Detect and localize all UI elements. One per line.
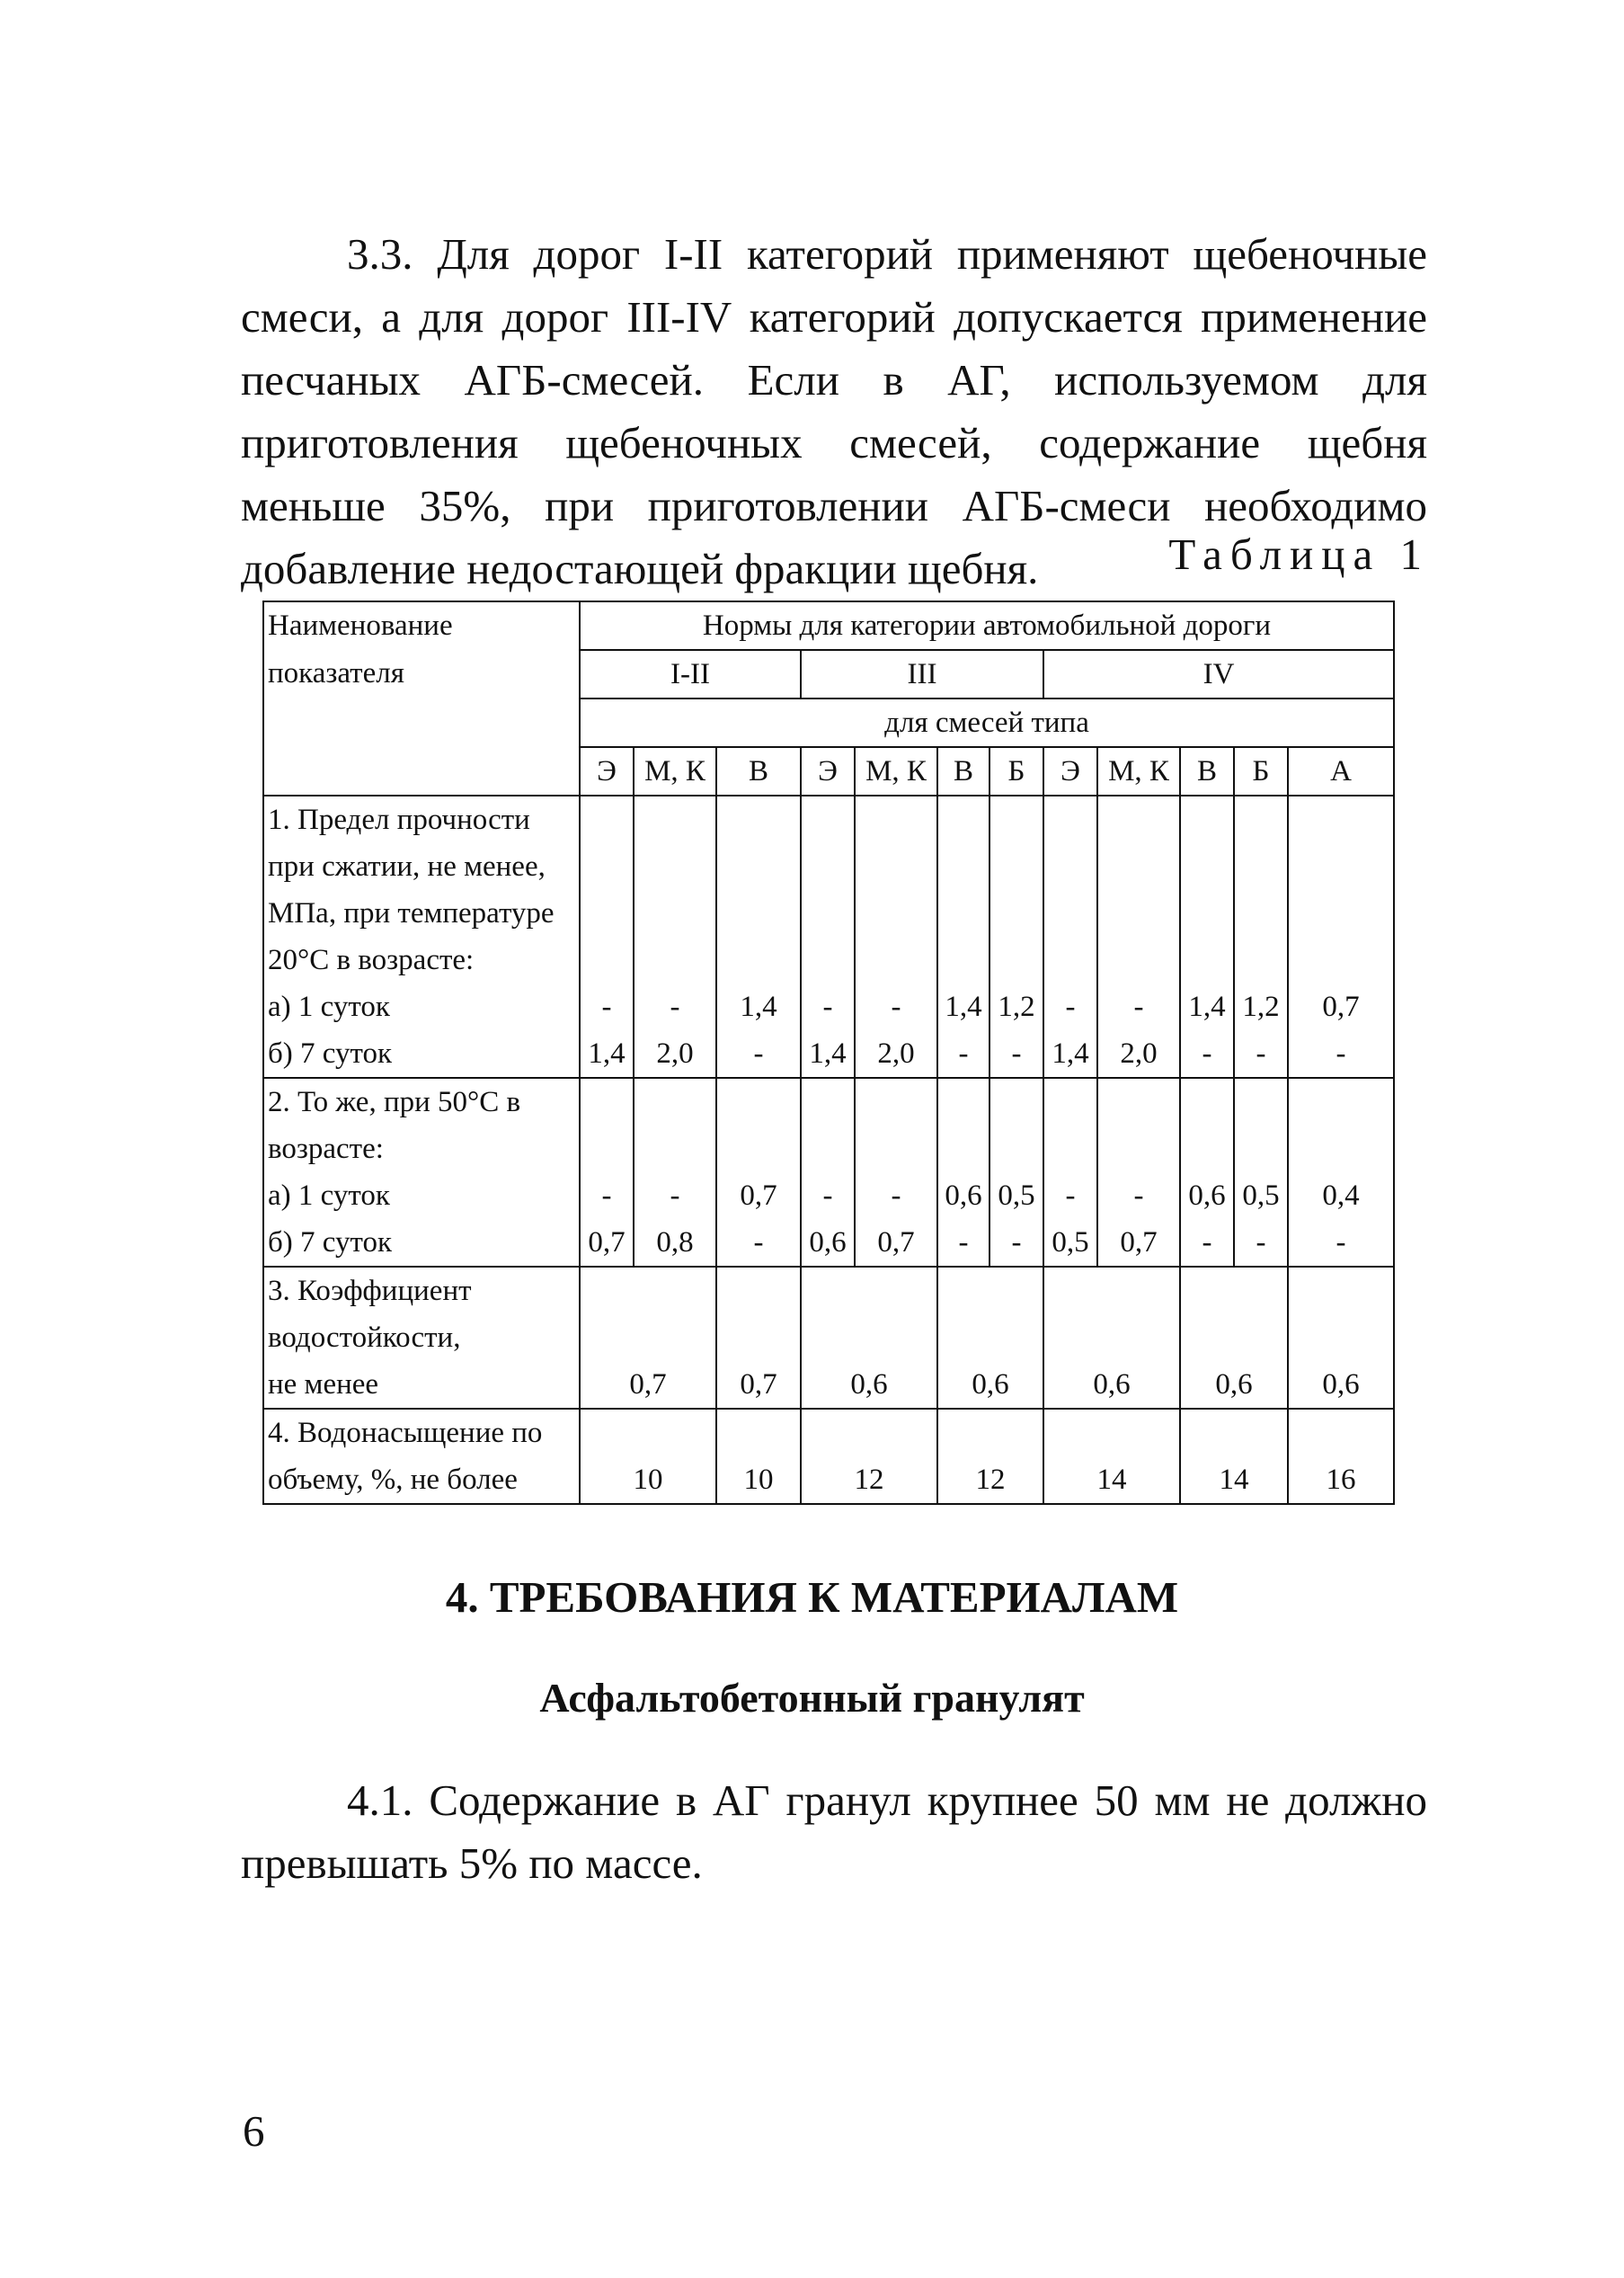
type-cell: В [937, 747, 989, 796]
value-cell: 16 [1288, 1409, 1394, 1504]
table-caption: Таблица 1 [1168, 529, 1430, 579]
value-cell: 1,2 - [1234, 796, 1288, 1078]
row1-name-line: а) 1 суток [268, 991, 390, 1023]
row3-name-line: водостойкости, [268, 1321, 461, 1354]
type-cell: А [1288, 747, 1394, 796]
value-cell: 10 [580, 1409, 716, 1504]
type-cell: Б [1234, 747, 1288, 796]
row1-name-line: 1. Предел прочности [268, 804, 530, 836]
norms-header: Нормы для категории автомобильной дороги [580, 601, 1394, 650]
value-cell: 12 [937, 1409, 1043, 1504]
row1-name-line: при сжатии, не менее, [268, 850, 546, 883]
row1-name [263, 796, 580, 1078]
value-cell: 0,6 [937, 1267, 1043, 1409]
value-cell: 0,6 [1180, 1267, 1288, 1409]
value-cell: 0,5 - [989, 1078, 1043, 1267]
type-cell: Б [989, 747, 1043, 796]
row1-name-line: б) 7 суток [268, 1037, 393, 1070]
paragraph-4-1: 4.1. Содержание в АГ гранул крупнее 50 мм не должно превышать 5% по массе. [241, 1775, 1427, 1888]
value-cell: - 0,7 [580, 1078, 634, 1267]
type-cell: В [716, 747, 801, 796]
value-cell: - 0,8 [634, 1078, 716, 1267]
table-row-strength-50 [263, 1078, 1394, 1267]
table-row-water-resistance [263, 1267, 1394, 1409]
name-header-bottom [263, 747, 580, 796]
type-cell: М, К [634, 747, 716, 796]
table-row-water-saturation [263, 1409, 1394, 1504]
row2-name-line: а) 1 суток [268, 1179, 390, 1212]
value-cell: - 1,4 [801, 796, 855, 1078]
header-row-1 [263, 601, 1394, 650]
value-cell: 10 [716, 1409, 801, 1504]
section-title: 4. ТРЕБОВАНИЯ К МАТЕРИАЛАМ [445, 1572, 1179, 1622]
value-cell: - 1,4 [580, 796, 634, 1078]
type-cell: М, К [855, 747, 937, 796]
value-cell: 0,7 [716, 1267, 801, 1409]
value-cell: - 0,7 [855, 1078, 937, 1267]
value-cell: 0,6 [1288, 1267, 1394, 1409]
name-header [263, 601, 580, 650]
row2-name-line: возрасте: [268, 1133, 384, 1165]
header-row-2 [263, 650, 1394, 699]
value-cell: 14 [1043, 1409, 1180, 1504]
value-cell: 1,4 - [937, 796, 989, 1078]
value-cell: 12 [801, 1409, 937, 1504]
name-header-cont [263, 650, 580, 699]
row2-name-line: 2. То же, при 50°C в [268, 1086, 521, 1118]
row3-name-line: не менее [268, 1368, 379, 1401]
type-cell: В [1180, 747, 1234, 796]
value-cell: 14 [1180, 1409, 1288, 1504]
norms-table [262, 601, 1395, 1505]
mix-header: для смесей типа [580, 699, 1394, 747]
name-header-empty [263, 699, 580, 747]
value-cell: - 2,0 [1097, 796, 1180, 1078]
name-header-line2: показателя [268, 657, 404, 690]
value-cell: - 2,0 [634, 796, 716, 1078]
value-cell: - 0,7 [1097, 1078, 1180, 1267]
row4-name-line: 4. Водонасыщение по [268, 1417, 543, 1449]
value-cell: 1,2 - [989, 796, 1043, 1078]
table-row-strength-20 [263, 796, 1394, 1078]
row2-name-line: б) 7 суток [268, 1226, 393, 1259]
value-cell: 0,6 - [1180, 1078, 1234, 1267]
category-2: III [801, 650, 1043, 699]
row4-name-line: объему, %, не более [268, 1464, 518, 1496]
subsection-title: Асфальтобетонный гранулят [539, 1675, 1085, 1721]
type-cell: М, К [1097, 747, 1180, 796]
row3-name-line: 3. Коэффициент [268, 1275, 472, 1307]
value-cell: 0,5 - [1234, 1078, 1288, 1267]
name-header-line1: Наименование [268, 610, 453, 642]
value-cell: 1,4 - [1180, 796, 1234, 1078]
row1-name-line: 20°C в возрасте: [268, 944, 475, 976]
category-3: IV [1043, 650, 1394, 699]
value-cell: - 0,5 [1043, 1078, 1097, 1267]
row1-name-line: МПа, при температуре [268, 897, 555, 930]
type-cell: Э [580, 747, 634, 796]
row3-name [263, 1267, 580, 1409]
header-row-3 [263, 699, 1394, 747]
paragraph-3-3: 3.3. Для дорог I-II категорий применяют щебеночные смеси, а для дорог III-IV категорий допускается применение песчаных АГБ-смесей. Если в АГ, используемом для приготовления щебеночных смесей, содержание щебня меньше 35%, при приготовлении АГБ-смеси необходимо добавление недостающей фракции щебня. [241, 229, 1427, 593]
value-cell: 0,6 [1043, 1267, 1180, 1409]
value-cell: 0,4 - [1288, 1078, 1394, 1267]
types-row [263, 747, 1394, 796]
value-cell: 0,6 [801, 1267, 937, 1409]
row4-name [263, 1409, 580, 1504]
value-cell: - 1,4 [1043, 796, 1097, 1078]
value-cell: 1,4 - [716, 796, 801, 1078]
value-cell: - 2,0 [855, 796, 937, 1078]
value-cell: - 0,6 [801, 1078, 855, 1267]
category-1: I-II [580, 650, 801, 699]
page-number: 6 [243, 2106, 265, 2156]
row2-name [263, 1078, 580, 1267]
value-cell: 0,6 - [937, 1078, 989, 1267]
type-cell: Э [801, 747, 855, 796]
value-cell: 0,7 - [1288, 796, 1394, 1078]
value-cell: 0,7 [580, 1267, 716, 1409]
value-cell: 0,7 - [716, 1078, 801, 1267]
type-cell: Э [1043, 747, 1097, 796]
